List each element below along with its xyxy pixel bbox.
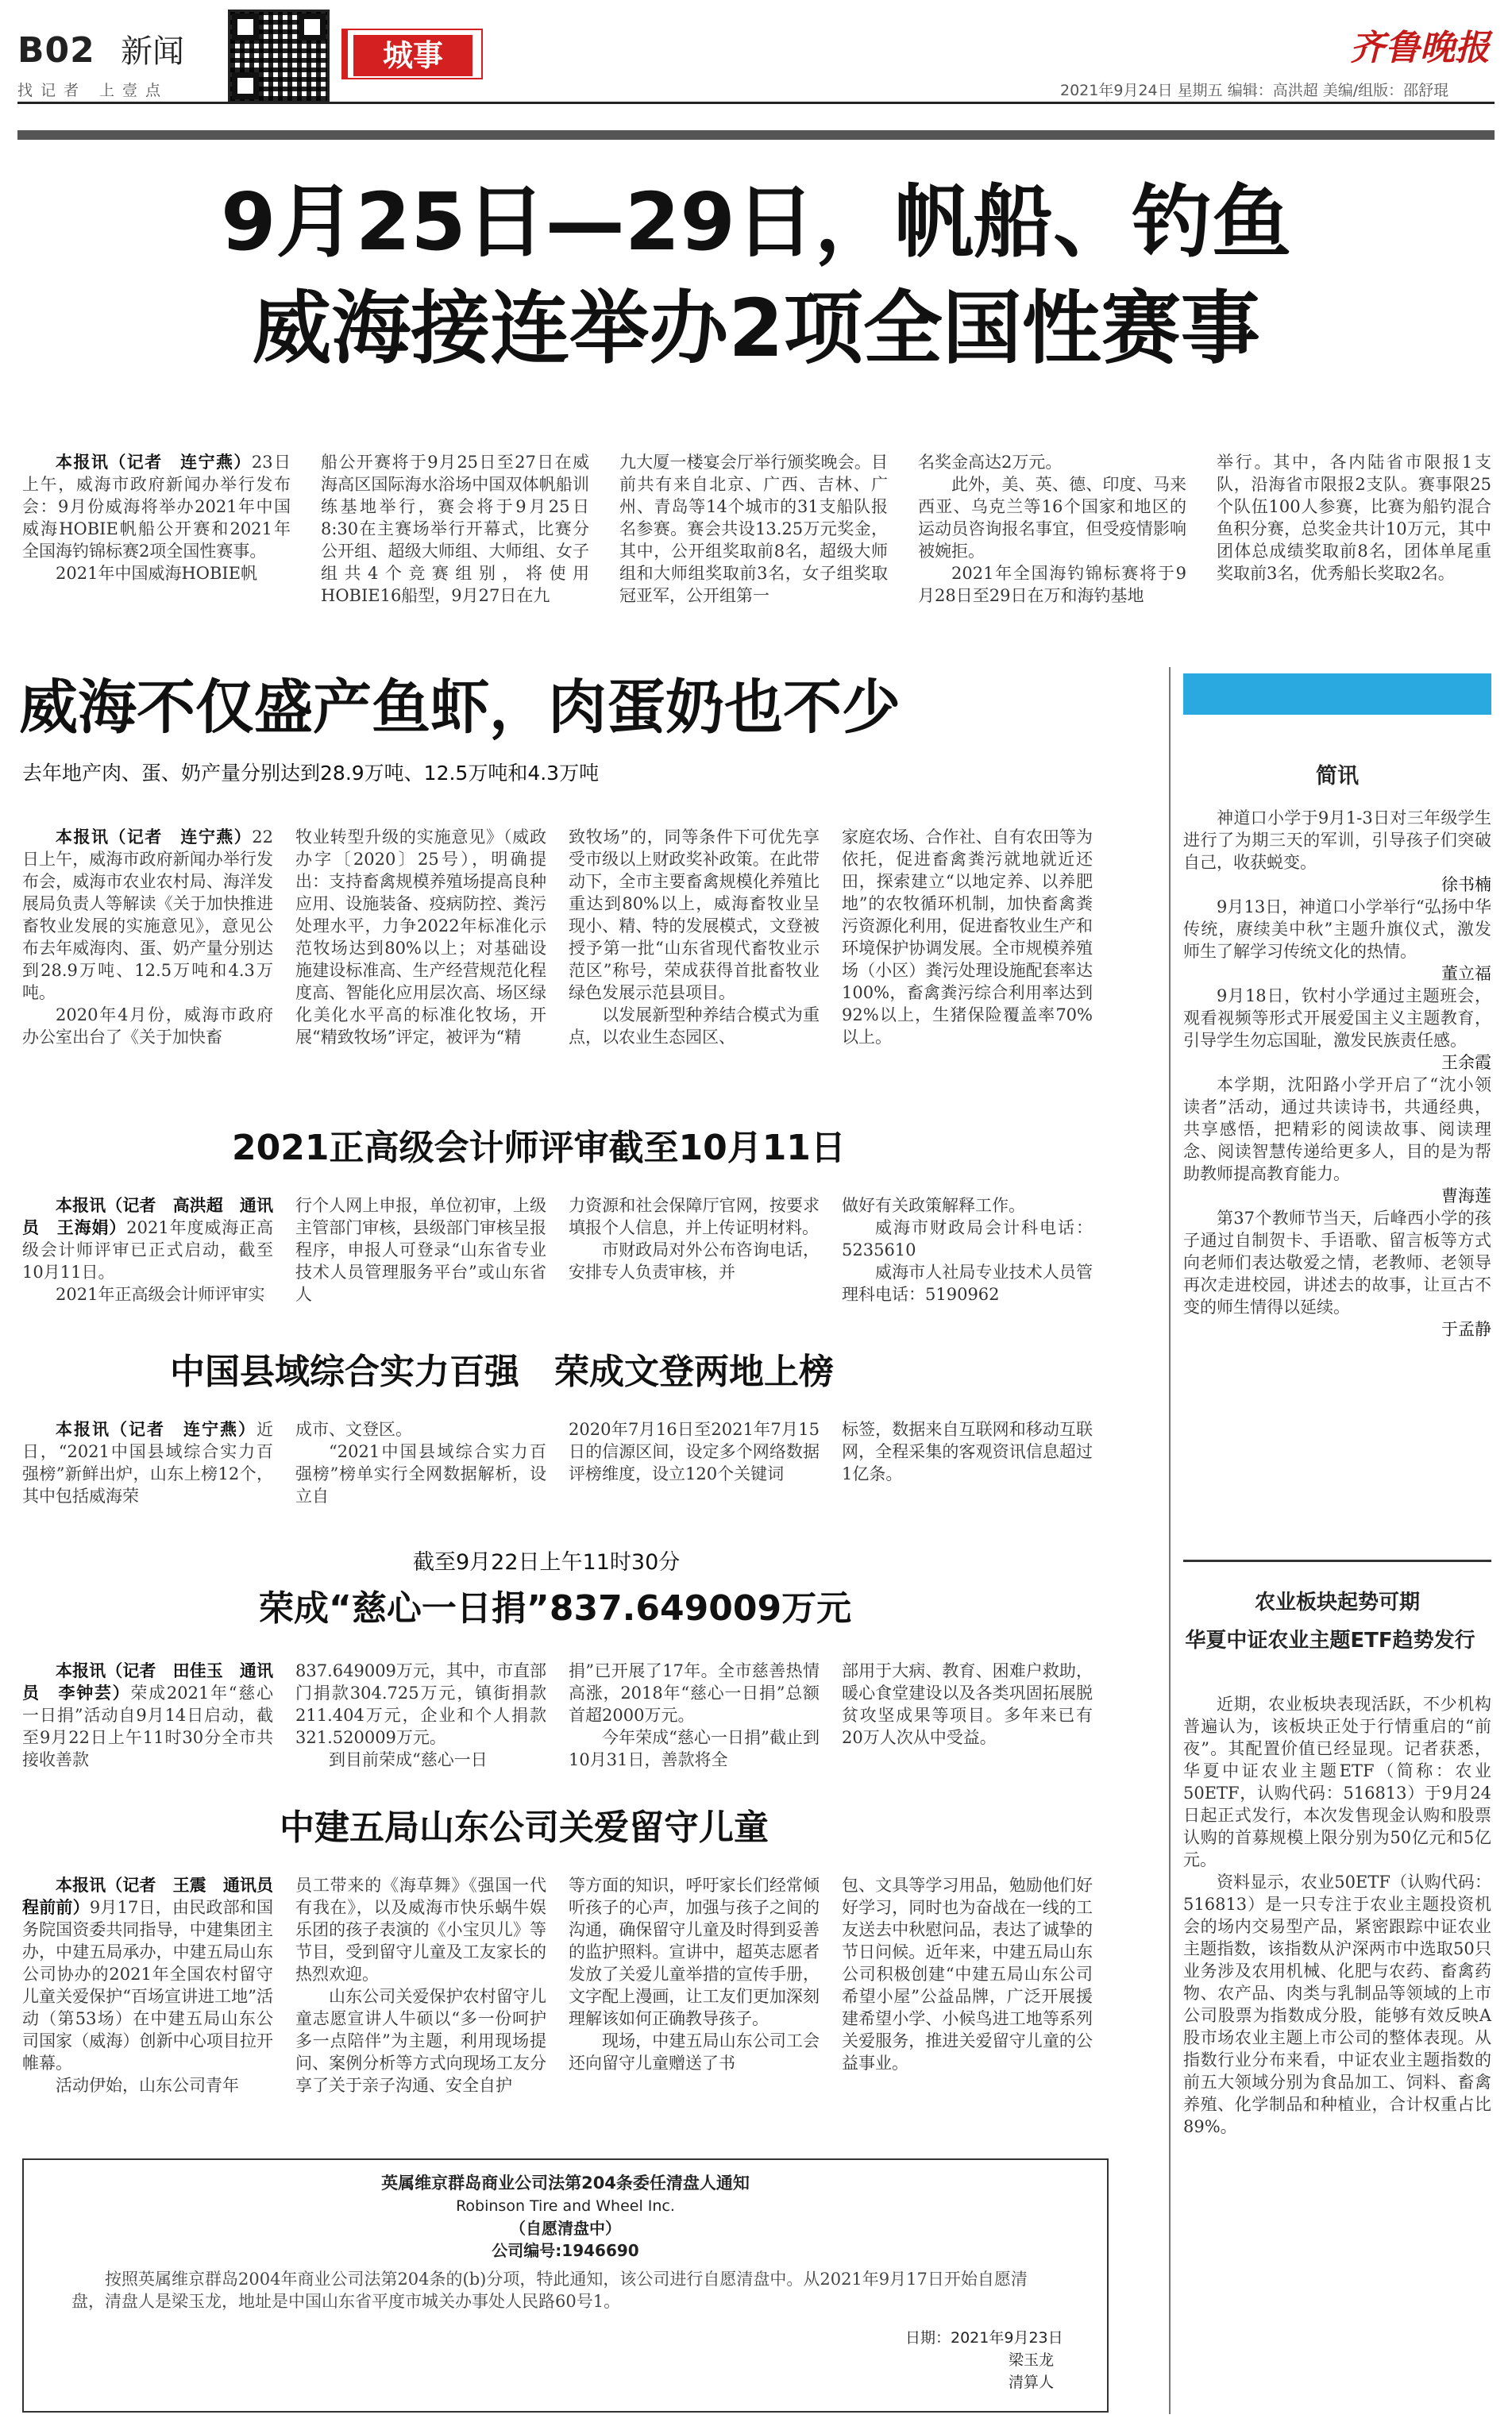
body-text: 荣成2021年“慈心一日捐”活动自9月14日启动，截至9月22日上午11时30分全市共接收善款 (22, 1684, 273, 1769)
qr-code-icon (228, 10, 330, 103)
body-text: 员工带来的《海草舞》《强国一代有我在》，以及威海市快乐蜗牛娱乐团的孩子表演的《小宝贝儿》等节目，受到留守儿童及工友家长的热烈欢迎。 (295, 1876, 546, 1984)
body-text: 2021年正高级会计师评审实 (56, 1285, 265, 1304)
brief-item: 神道口小学于9月1-3日对三年级学生进行了为期三天的军训，引导孩子们突破自己，收获蜕变。 (1183, 808, 1491, 872)
sidebar2-title1: 农业板块起势可期 (1254, 1591, 1420, 1614)
sidebar2-body (1183, 1693, 1491, 2416)
brief-author: 王余霞 (1441, 1053, 1491, 1072)
article2-subheadline: 去年地产肉、蛋、奶产量分别达到28.9万吨、12.5万吨和4.3万吨 (22, 762, 600, 785)
article6-col1 (22, 1874, 290, 2141)
body-text: 今年荣成“慈心一日捐”截止到10月31日，善款将全 (569, 1728, 820, 1769)
body-text: 2021年度威海正高级会计师评审已正式启动，截至10月11日。 (22, 1218, 273, 1282)
body-text: 致牧场”的，同等条件下可优先享受市级以上财政奖补政策。在此带动下，全市主要畜禽规模化养殖比重达到80%以上，威海畜牧业呈现小、精、特的发展模式，文登被授予第一批“山东省现代畜牧业示范区”称号，荣成获得首批畜牧业绿色发展示范县项目。 (569, 827, 820, 1002)
brief-item: 9月18日，钦村小学通过主题班会，观看视频等形式开展爱国主义主题教育，引导学生勿忘国耻，激发民族责任感。 (1183, 986, 1491, 1050)
body-text: 成市、文登区。 (295, 1420, 412, 1439)
body-text: 牧业转型升级的实施意见》（威政办字〔2020〕25号），明确提出：支持畜禽规模养殖场提高良种应用、设施装备、疫病防控、粪污处理水平，力争2022年标准化示范牧场达到80%以上；对基础设施建设标准高、生产经营规范化程度高、智能化应用层次高、场区绿化美化水平高的标准化牧场，开展“精致牧场”评定，被评为“精 (295, 827, 546, 1047)
sidebar2-title2: 华夏中证农业主题ETF趋势发行 (1185, 1629, 1475, 1653)
article3-headline: 2021正高级会计师评审截至10月11日 (232, 1128, 846, 1168)
article1-col1 (22, 451, 291, 629)
sidebar-rule (1183, 1560, 1491, 1562)
body-text: 此外，美、英、德、印度、马来西亚、乌克兰等16个国家和地区的运动员咨询报名事宜，但受疫情影响被婉拒。 (918, 475, 1186, 561)
body-text: 现场，中建五局山东公司工会还向留守儿童赠送了书 (569, 2031, 820, 2073)
byline: 本报讯（记者 连宁燕） (56, 1419, 256, 1439)
issue-info: 2021年9月24日 星期五 编辑：高洪超 美编/组版：邵舒琨 (1060, 82, 1449, 99)
body-text: 等方面的知识，呼吁家长们经常倾听孩子的心声，加强与孩子之间的沟通，确保留守儿童及时得到妥善的监护照料。宣讲中，超英志愿者发放了关爱儿童举措的宣传手册，文字配上漫画，让工友们更加深刻理解该如何正确教导孩子。 (569, 1876, 820, 2028)
article2-col1 (22, 826, 273, 1093)
article6-headline: 中建五局山东公司关爱留守儿童 (280, 1807, 769, 1848)
body-text: 活动伊始，山东公司青年 (56, 2076, 239, 2095)
article3-col4 (842, 1194, 1093, 1329)
article4-col2 (295, 1418, 546, 1509)
body-text: 威海市财政局会计科电话：5235610 (842, 1218, 1093, 1259)
body-text: 837.649009万元，其中，市直部门捐款304.725万元，镇街捐款211.404万元，企业和个人捐款321.520009万元。 (295, 1661, 546, 1747)
byline: 本报讯（记者 田佳玉 通讯员 李钟芸） (22, 1661, 273, 1703)
body-text: 做好有关政策解释工作。 (842, 1196, 1025, 1215)
body-text: 近日，“2021中国县域综合实力百强榜”新鲜出炉，山东上榜12个，其中包括威海荣 (22, 1420, 273, 1506)
body-text: 力资源和社会保障厅官网，按要求填报个人信息，并上传证明材料。 (569, 1196, 820, 1237)
byline: 本报讯（记者 连宁燕） (56, 452, 252, 472)
article2-col3 (569, 826, 820, 1093)
article2-col2 (295, 826, 546, 1093)
article3-col2 (295, 1194, 546, 1329)
article6-col4 (842, 1874, 1093, 2141)
article3-col1 (22, 1194, 273, 1329)
body-text: 捐”已开展了17年。全市慈善热情高涨，2018年“慈心一日捐”总额首超2000万元。 (569, 1661, 820, 1725)
byline: 本报讯（记者 高洪超 通讯员 王海娟） (22, 1195, 273, 1237)
byline: 本报讯（记者 王震 通讯员 程前前） (22, 1875, 290, 1917)
brief-author: 曹海莲 (1441, 1186, 1491, 1205)
body-text: 23日上午，威海市政府新闻办举行发布会：9月份威海将举办2021年中国威海HOBIE帆船公开赛和2021年全国海钓锦标赛2项全国性赛事。 (22, 453, 291, 561)
section-name: 新闻 (121, 33, 184, 70)
header-subline: 找记者 上壹点 (17, 82, 169, 99)
notice-role: 清算人 (1009, 2374, 1055, 2391)
sidebar-heading: 简讯 (1316, 764, 1359, 789)
article1-headline-line2: 威海接连举办2项全国性赛事 (252, 282, 1260, 375)
body-text: 市财政局对外公布咨询电话，安排专人负责审核，并 (569, 1240, 820, 1282)
brief-item: 9月13日，神道口小学举行“弘扬中华传统，赓续美中秋”主题升旗仪式，激发师生了解学习传统文化的热情。 (1183, 897, 1491, 961)
header-rule (17, 102, 1495, 104)
article5-col1 (22, 1660, 273, 1771)
section-tag: 城事 (353, 35, 472, 76)
body-text: 以发展新型种养结合模式为重点，以农业生态园区、 (569, 1005, 820, 1047)
page-number: B02 (17, 30, 95, 71)
article5-headline: 荣成“慈心一日捐”837.649009万元 (259, 1588, 852, 1629)
body-text: 资料显示，农业50ETF（认购代码：516813）是一只专注于农业主题投资机会的场内交易型产品，紧密跟踪中证农业主题指数，该指数从沪深两市中选取50只业务涉及农用机械、化肥与农药、畜禽药物、农产品、肉类与乳制品等领域的上市公司股票为指数成分股，能够有效反映A股市场农业主题上市公司的整体表现。从指数行业分布来看，中证农业主题指数的前五大领域分别为食品加工、饲料、畜禽养殖、化学制品和种植业，合计权重占比89%。 (1183, 1873, 1491, 2136)
header-bar (17, 130, 1495, 140)
notice-signer: 梁玉龙 (1009, 2351, 1055, 2369)
notice-status: （自愿清盘中） (510, 2219, 621, 2238)
article1-headline-line1: 9月25日—29日，帆船、钓鱼 (221, 176, 1291, 268)
notice-date: 日期：2021年9月23日 (905, 2329, 1063, 2347)
article2-headline: 威海不仅盛产鱼虾，肉蛋奶也不少 (19, 673, 901, 742)
article5-kicker: 截至9月22日上午11时30分 (413, 1550, 681, 1575)
body-text: 家庭农场、合作社、自有农田等为依托，促进畜禽粪污就地就近还田，探索建立“以地定养、以养肥地”的农牧循环机制，加快畜禽粪污资源化利用，促进畜牧业生产和环境保护协调发展。全市规模养殖场（小区）粪污处理设施配套率达100%，畜禽粪污综合利用率达到92%以上，生猪保险覆盖率70%以上。 (842, 827, 1093, 1047)
article5-col2 (295, 1660, 546, 1771)
sidebar-briefs (1183, 807, 1491, 1340)
article6-col2 (295, 1874, 563, 2141)
body-text: 山东公司关爱保护农村留守儿童志愿宣讲人牛硕以“多一份呵护 多一点陪伴”为主题，利用现场提问、案例分析等方式向现场工友分享了关于亲子沟通、安全自护 (295, 1987, 563, 2095)
body-text: 威海市人社局专业技术人员管理科电话：5190962 (842, 1263, 1093, 1304)
brief-author: 于孟静 (1441, 1320, 1491, 1339)
brief-author: 徐书楠 (1441, 875, 1491, 894)
brief-item: 本学期，沈阳路小学开启了“沈小领读者”活动，通过共读诗书，共通经典，共享感悟，把精彩的阅读故事、阅读理念、阅读智慧传递给更多人，目的是为帮助教师提高教育能力。 (1183, 1075, 1491, 1183)
brief-author: 董立福 (1441, 964, 1491, 983)
article1-col3 (619, 451, 888, 629)
body-text: 2020年7月16日至2021年7月15日的信源区间，设定多个网络数据评榜维度，设立120个关键词 (569, 1420, 820, 1483)
body-text: 到目前荣成“慈心一日 (329, 1750, 488, 1769)
article4-col1 (22, 1418, 273, 1509)
notice-company-en: Robinson Tire and Wheel Inc. (456, 2197, 675, 2215)
article1-col5 (1217, 451, 1491, 629)
article2-col4 (842, 826, 1093, 1093)
body-text: 部用于大病、教育、困难户救助，暖心食堂建设以及各类巩固拓展脱贫攻坚成果等项目。多年来已有20万人次从中受益。 (842, 1661, 1093, 1747)
body-text: 行个人网上申报，单位初审，上级主管部门审核，县级部门审核呈报程序，申报人可登录“山东省专业技术人员管理服务平台”或山东省人 (295, 1196, 546, 1304)
article4-col4 (842, 1418, 1093, 1509)
notice-company-no: 公司编号:1946690 (492, 2241, 639, 2260)
body-text: 22日上午，威海市政府新闻办举行发布会，威海市农业农村局、海洋发展局负责人等解读《关于加快推进畜牧业发展的实施意见》，意见公布去年威海肉、蛋、奶产量分别达到28.9万吨、12.5万吨和4.3万吨。 (22, 827, 273, 1002)
brief-item: 第37个教师节当天，后峰西小学的孩子通过自制贺卡、手语歌、留言板等方式向老师们表达敬爱之情，老教师、老领导再次走进校园，讲述去的故事，让亘古不变的师生情得以延续。 (1183, 1209, 1491, 1317)
body-text: 九大厦一楼宴会厅举行颁奖晚会。目前共有来自北京、广西、吉林、广州、青岛等14个城市的31支船队报名参赛。赛会共设13.25万元奖金，其中，公开组奖取前8名，超级大师组和大师组奖取前3名，女子组奖取冠亚军，公开组第一 (619, 453, 888, 605)
body-text: 包、文具等学习用品，勉励他们好好学习，同时也为奋战在一线的工友送去中秋慰问品，表达了诚挚的节日问候。近年来，中建五局山东公司积极创建“中建五局山东公司希望小屋”公益品牌，广泛开展援建希望小学、小候鸟进工地等系列关爱服务，推进关爱留守儿童的公益事业。 (842, 1876, 1093, 2073)
article4-col3 (569, 1418, 820, 1509)
body-text: 2021年中国威海HOBIE帆 (56, 564, 258, 583)
article4-headline: 中国县域综合实力百强 荣成文登两地上榜 (170, 1352, 834, 1392)
article1-col2 (321, 451, 589, 629)
notice-title: 英属维京群岛商业公司法第204条委任清盘人通知 (381, 2174, 750, 2193)
article5-col4 (842, 1660, 1093, 1771)
body-text: 近期，农业板块表现活跃，不少机构普遍认为，该板块正处于行情重启的“前夜”。其配置价值已经显现。记者获悉，华夏中证农业主题ETF（简称：农业50ETF，认购代码：516813）于9月24日起正式发行，本次发售现金认购和股票认购的首募规模上限分别为50亿元和5亿元。 (1183, 1695, 1491, 1869)
notice-body: 按照英属维京群岛2004年商业公司法第204条的(b)分项，特此通知，该公司进行自愿清盘中。从2021年9月17日开始自愿清盘，清盘人是梁玉龙，地址是中国山东省平度市城关办事处人民路60号1。 (71, 2270, 1028, 2311)
body-text: 9月17日，由民政部和国务院国资委共同指导，中建集团主办，中建五局承办，中建五局山东公司协办的2021年全国农村留守儿童关爱保护“百场宣讲进工地”活动（第53场）在中建五局山东公司国家（威海）创新中心项目拉开帷幕。 (22, 1898, 274, 2073)
article6-col3 (569, 1874, 820, 2141)
body-text: “2021中国县域综合实力百强榜”榜单实行全网数据解析，设立自 (295, 1442, 546, 1506)
liquidation-notice (22, 2158, 1109, 2413)
body-text: 举行。其中，各内陆省市限报1支队，沿海省市限报2支队。赛事限25个队伍100人参赛，比赛为船钓混合鱼积分赛，总奖金共计10万元，其中团体总成绩奖取前8名，团体单尾重奖取前3名，优秀船长奖取2名。 (1217, 453, 1491, 583)
body-text: 2021年全国海钓锦标赛将于9月28日至29日在万和海钓基地 (918, 564, 1186, 605)
article1-col4 (918, 451, 1186, 629)
body-text: 标签，数据来自互联网和移动互联网，全程采集的客观资讯信息超过1亿条。 (842, 1420, 1093, 1483)
newspaper-logo: 齐鲁晚报 (1350, 28, 1490, 68)
body-text: 船公开赛将于9月25日至27日在威海高区国际海水浴场中国双体帆船训练基地举行，赛会将于9月25日8:30在主赛场举行开幕式，比赛分公开组、超级大师组、大师组、女子组共4个竞赛组别，将使用HOBIE16船型，9月27日在九 (321, 453, 589, 605)
byline: 本报讯（记者 连宁燕） (56, 827, 253, 847)
body-text: 名奖金高达2万元。 (918, 453, 1063, 472)
article3-col3 (569, 1194, 820, 1329)
body-text: 2020年4月份，威海市政府办公室出台了《关于加快畜 (22, 1005, 273, 1047)
sidebar-divider (1169, 667, 1171, 2414)
sidebar-banner (1183, 673, 1491, 715)
article5-col3 (569, 1660, 820, 1771)
